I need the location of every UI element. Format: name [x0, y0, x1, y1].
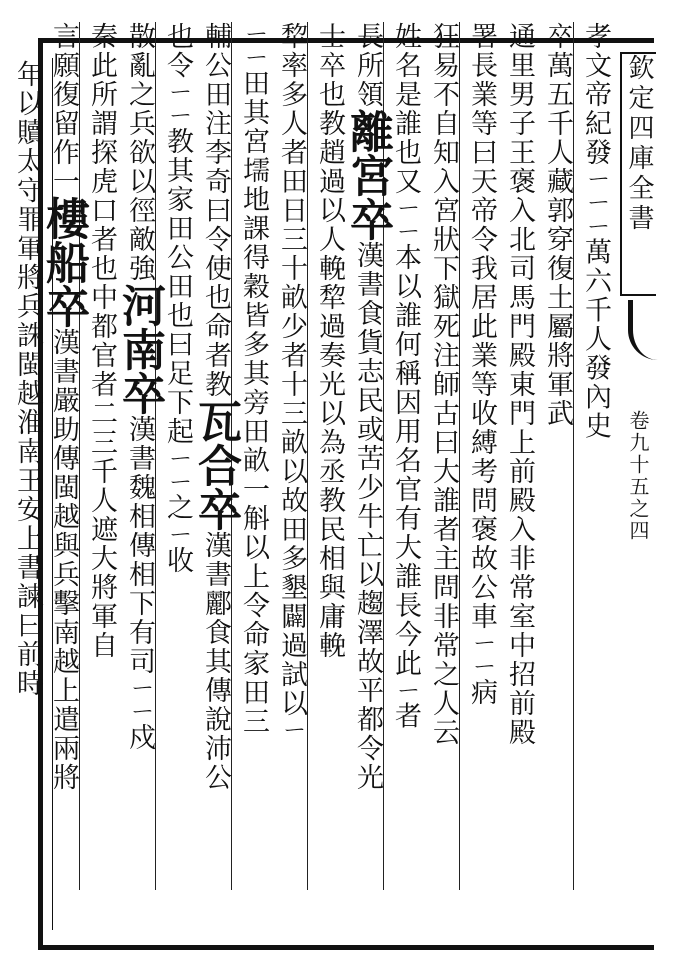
text-column-4: 署長業等曰天帝令我居此業等收縛考問褒故公車ㄧㄧ病	[466, 22, 497, 708]
margin-volume: 卷九十五之四	[626, 410, 650, 542]
text-column-12: 也令ㄧㄧ教其家田公田也曰足下起ㄧㄧ之ㄧ收	[162, 22, 193, 575]
section-heading: 瓦合卒	[190, 399, 241, 531]
text-column-15: 言願復留作一樓船卒漢書嚴助傳閩越與兵擊南越上遣兩將	[38, 22, 89, 792]
text-column-1: 孝文帝紀發ㄧㄧㄧ萬六千人發內史	[580, 22, 611, 441]
text-column-7: 長所領離宮卒漢書食貨志民或苦少牛亡以趨澤故平都令光	[342, 22, 393, 792]
text-column-16: 年以贖太守罪軍將兵誅閩越淮南王安上書諫曰前時	[12, 60, 43, 698]
text-column-10: ㄧㄧ田其宮壖地課得穀皆多其旁田畝一斛以上令命家田三	[238, 22, 269, 737]
text-column-8: 士卒也教趙過以人輓犂過奏光以為丞教民相與庸輓	[314, 22, 345, 660]
section-heading: 樓船卒	[38, 196, 89, 328]
text-column-13: 散亂之兵欲以徑敵強河南卒漢書魏相傳相下有司ㄧㄧ戍	[114, 22, 165, 753]
section-heading: 河南卒	[114, 283, 165, 415]
section-heading: 離宮卒	[342, 109, 393, 241]
margin-title: 欽定四庫全書	[620, 52, 656, 296]
text-column-14: 秦此所謂探虎口者也中都官者二三千人遮大將軍自	[86, 22, 117, 660]
text-column-3: 通里男子王褒入北司馬門殿東門上前殿入非常室中招前殿	[504, 22, 535, 747]
text-column-5: 狂易不自知入宮狀下獄死注師古曰大誰者主問非常之人云	[428, 22, 459, 747]
text-column-6: 姓名是誰也又ㄧㄧ本以誰何稱因用名官有大誰長今此ㄧ者	[390, 22, 421, 731]
text-column-11: 輔公田注李奇曰令使也命者教瓦合卒漢書酈食其傳說沛公	[190, 22, 241, 792]
text-column-9: 犂率多人者田日三十畝少者十三畝以故田多墾闢過試以ㄧ	[276, 22, 307, 742]
text-column-2: 卒萬五千人藏郭穿復土屬將軍武	[542, 22, 573, 428]
